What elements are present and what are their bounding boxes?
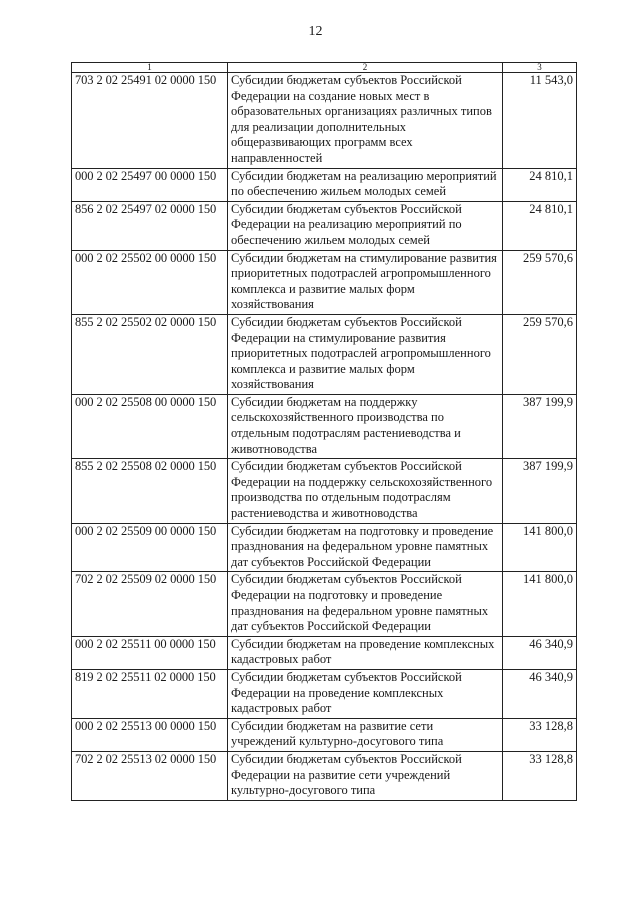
row-description: Субсидии бюджетам на реализацию мероприятий по обеспечению жильем молодых семей xyxy=(228,168,503,201)
column-header-code: 1 xyxy=(72,63,228,73)
table-row xyxy=(72,669,577,718)
table-row xyxy=(72,459,577,523)
row-amount: 24 810,1 xyxy=(503,168,577,201)
row-amount: 46 340,9 xyxy=(503,636,577,669)
row-code: 702 2 02 25513 02 0000 150 xyxy=(72,751,228,800)
row-description: Субсидии бюджетам субъектов Российской Федерации на создание новых мест в образовательных организациях различных типов для реализации дополнительных общеразвивающих программ всех направленностей xyxy=(228,73,503,169)
row-code: 000 2 02 25502 00 0000 150 xyxy=(72,250,228,314)
table-row xyxy=(72,250,577,314)
table-row xyxy=(72,636,577,669)
table-row xyxy=(72,523,577,572)
row-code: 703 2 02 25491 02 0000 150 xyxy=(72,73,228,169)
row-amount: 33 128,8 xyxy=(503,718,577,751)
row-code: 819 2 02 25511 02 0000 150 xyxy=(72,669,228,718)
table-row xyxy=(72,751,577,800)
row-code: 000 2 02 25497 00 0000 150 xyxy=(72,168,228,201)
row-code: 856 2 02 25497 02 0000 150 xyxy=(72,201,228,250)
row-code: 000 2 02 25509 00 0000 150 xyxy=(72,523,228,572)
row-description: Субсидии бюджетам на поддержку сельскохозяйственного производства по отдельным подотраслям растениеводства и животноводства xyxy=(228,394,503,458)
row-description: Субсидии бюджетам субъектов Российской Федерации на проведение комплексных кадастровых работ xyxy=(228,669,503,718)
row-description: Субсидии бюджетам субъектов Российской Федерации на развитие сети учреждений культурно-досугового типа xyxy=(228,751,503,800)
column-header-description: 2 xyxy=(228,63,503,73)
row-code: 855 2 02 25502 02 0000 150 xyxy=(72,314,228,394)
column-header-amount: 3 xyxy=(503,63,577,73)
row-amount: 11 543,0 xyxy=(503,73,577,169)
row-description: Субсидии бюджетам на подготовку и проведение празднования на федеральном уровне памятных дат субъектов Российской Федерации xyxy=(228,523,503,572)
row-description: Субсидии бюджетам субъектов Российской Федерации на реализацию мероприятий по обеспечению жильем молодых семей xyxy=(228,201,503,250)
row-code: 000 2 02 25513 00 0000 150 xyxy=(72,718,228,751)
row-description: Субсидии бюджетам субъектов Российской Федерации на стимулирование развития приоритетных подотраслей агропромышленного комплекса и развитие малых форм хозяйствования xyxy=(228,314,503,394)
table-row xyxy=(72,201,577,250)
row-amount: 387 199,9 xyxy=(503,459,577,523)
table-row xyxy=(72,394,577,458)
row-description: Субсидии бюджетам субъектов Российской Федерации на подготовку и проведение празднования на федеральном уровне памятных дат субъектов Российской Федерации xyxy=(228,572,503,636)
row-amount: 259 570,6 xyxy=(503,250,577,314)
table-header-row xyxy=(72,63,577,73)
row-description: Субсидии бюджетам субъектов Российской Федерации на поддержку сельскохозяйственного производства по отдельным подотраслям растениеводства и животноводства xyxy=(228,459,503,523)
page-number: 12 xyxy=(308,24,323,39)
row-code: 855 2 02 25508 02 0000 150 xyxy=(72,459,228,523)
row-amount: 141 800,0 xyxy=(503,523,577,572)
row-amount: 259 570,6 xyxy=(503,314,577,394)
table-row xyxy=(72,572,577,636)
table-row xyxy=(72,718,577,751)
row-amount: 33 128,8 xyxy=(503,751,577,800)
table-row xyxy=(72,168,577,201)
table-row xyxy=(72,73,577,169)
row-code: 000 2 02 25508 00 0000 150 xyxy=(72,394,228,458)
row-amount: 24 810,1 xyxy=(503,201,577,250)
table-row xyxy=(72,314,577,394)
budget-table xyxy=(71,62,577,801)
row-description: Субсидии бюджетам на развитие сети учреждений культурно-досугового типа xyxy=(228,718,503,751)
row-description: Субсидии бюджетам на проведение комплексных кадастровых работ xyxy=(228,636,503,669)
row-code: 000 2 02 25511 00 0000 150 xyxy=(72,636,228,669)
row-amount: 141 800,0 xyxy=(503,572,577,636)
row-description: Субсидии бюджетам на стимулирование развития приоритетных подотраслей агропромышленного комплекса и развитие малых форм хозяйствования xyxy=(228,250,503,314)
row-code: 702 2 02 25509 02 0000 150 xyxy=(72,572,228,636)
row-amount: 387 199,9 xyxy=(503,394,577,458)
row-amount: 46 340,9 xyxy=(503,669,577,718)
